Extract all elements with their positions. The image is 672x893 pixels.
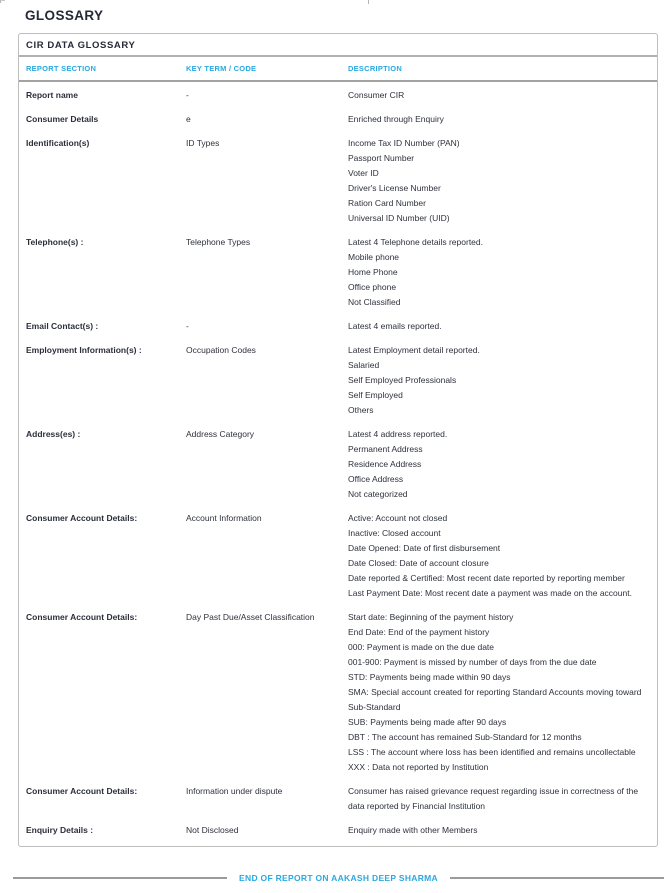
description-line: DBT : The account has remained Sub-Standard for 12 months [348,732,582,742]
description-line: Not categorized [348,489,408,499]
key-term-cell: Information under dispute [186,786,283,796]
description-line: Passport Number [348,153,415,163]
description-line: Voter ID [348,168,379,178]
table-row [26,823,651,838]
report-section-cell: Enquiry Details : [26,825,94,835]
footer-rule-left [13,877,227,879]
card-title: CIR DATA GLOSSARY [19,34,657,57]
description-line: Office phone [348,282,397,292]
key-term-cell: Telephone Types [186,237,251,247]
report-section-cell: Consumer Details [26,114,99,124]
description-line: Latest 4 Telephone details reported. [348,237,483,247]
description-line: Date Opened: Date of first disbursement [348,543,501,553]
description-line: Enriched through Enquiry [348,114,444,124]
description-line: Ration Card Number [348,198,426,208]
key-term-cell: ID Types [186,138,220,148]
description-cell [348,343,651,418]
description-line: SMA: Special account created for reporting Standard Accounts moving toward Sub-Standard [348,687,642,712]
description-line: Enquiry made with other Members [348,825,478,835]
key-term-cell: Account Information [186,513,262,523]
page-crop-artifact [368,0,369,4]
end-of-report-footer [13,873,664,883]
description-line: STD: Payments being made within 90 days [348,672,511,682]
description-cell [348,511,651,601]
description-line: Office Address [348,474,404,484]
description-cell [348,136,651,226]
table-row [26,784,651,814]
table-row [26,511,651,601]
description-cell [348,112,651,127]
report-section-cell: Consumer Account Details: [26,786,138,796]
description-line: Not Classified [348,297,401,307]
description-cell [348,784,651,814]
description-line: Start date: Beginning of the payment history [348,612,514,622]
description-line: Last Payment Date: Most recent date a payment was made on the account. [348,588,632,598]
description-line: Latest 4 address reported. [348,429,448,439]
description-line: Active: Account not closed [348,513,448,523]
table-row [26,136,651,226]
description-line: Self Employed Professionals [348,375,457,385]
table-row [26,112,651,127]
key-term-cell: - [186,90,189,100]
description-line: Universal ID Number (UID) [348,213,450,223]
description-line: Mobile phone [348,252,400,262]
description-cell [348,610,651,775]
description-line: Self Employed [348,390,403,400]
table-row [26,319,651,334]
description-line: Date Closed: Date of account closure [348,558,489,568]
end-of-report-text: END OF REPORT ON AAKASH DEEP SHARMA [239,873,438,883]
description-cell [348,88,651,103]
description-line: SUB: Payments being made after 90 days [348,717,507,727]
table-row [26,235,651,310]
description-cell [348,319,651,334]
report-section-cell: Address(es) : [26,429,81,439]
table-header-row [19,57,657,82]
table-row [26,88,651,103]
description-line: Latest Employment detail reported. [348,345,480,355]
description-line: Others [348,405,374,415]
page-title: GLOSSARY [25,8,104,23]
description-line: End Date: End of the payment history [348,627,490,637]
page-crop-artifact [0,0,5,3]
description-line: XXX : Data not reported by Institution [348,762,489,772]
key-term-cell: - [186,321,189,331]
column-header-description: DESCRIPTION [348,64,403,73]
description-line: Salaried [348,360,380,370]
description-line: Consumer has raised grievance request regarding issue in correctness of the data reported by Financial Institution [348,786,639,811]
description-line: Permanent Address [348,444,423,454]
description-line: Home Phone [348,267,398,277]
description-line: Residence Address [348,459,422,469]
key-term-cell: Not Disclosed [186,825,239,835]
description-line: LSS : The account where loss has been identified and remains uncollectable [348,747,636,757]
report-section-cell: Telephone(s) : [26,237,84,247]
description-line: Driver's License Number [348,183,441,193]
report-section-cell: Consumer Account Details: [26,513,138,523]
report-section-cell: Report name [26,90,78,100]
table-body [19,82,657,846]
table-row [26,610,651,775]
description-line: Income Tax ID Number (PAN) [348,138,460,148]
description-cell [348,823,651,838]
key-term-cell: Day Past Due/Asset Classification [186,612,315,622]
key-term-cell: Address Category [186,429,255,439]
column-header-report-section: REPORT SECTION [26,64,97,73]
description-line: Date reported & Certified: Most recent date reported by reporting member [348,573,625,583]
cir-data-glossary-card [18,33,658,847]
footer-rule-right [450,877,664,879]
report-section-cell: Email Contact(s) : [26,321,99,331]
key-term-cell: Occupation Codes [186,345,256,355]
description-line: 001-900: Payment is missed by number of days from the due date [348,657,597,667]
description-cell [348,427,651,502]
table-row [26,427,651,502]
report-section-cell: Identification(s) [26,138,90,148]
key-term-cell: e [186,114,191,124]
description-line: Latest 4 emails reported. [348,321,442,331]
description-cell [348,235,651,310]
description-line: Inactive: Closed account [348,528,441,538]
description-line: 000: Payment is made on the due date [348,642,495,652]
report-section-cell: Employment Information(s) : [26,345,142,355]
report-section-cell: Consumer Account Details: [26,612,138,622]
table-row [26,343,651,418]
column-header-key-term: KEY TERM / CODE [186,64,257,73]
description-line: Consumer CIR [348,90,405,100]
